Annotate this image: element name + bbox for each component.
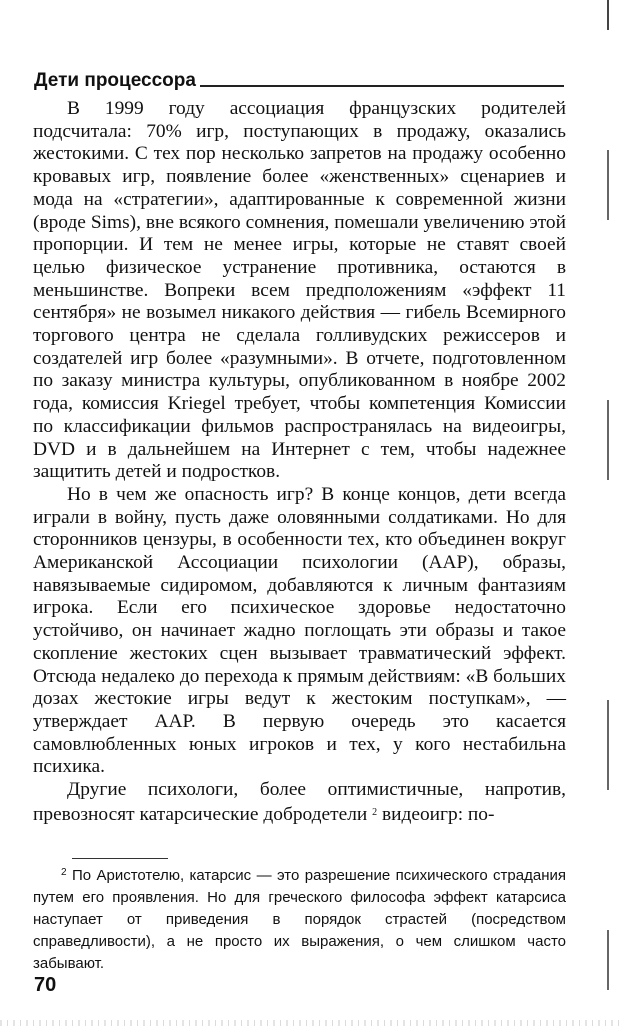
footnote-rule xyxy=(72,858,168,859)
paragraph-3 xyxy=(33,779,566,826)
paragraph-3-text: Другие психологи, более оптимистичные, напротив, превозносят катарсические добродетели xyxy=(33,779,566,825)
running-header xyxy=(34,70,564,94)
page-number: 70 xyxy=(34,974,57,996)
footnote xyxy=(33,862,566,975)
running-title: Дети процессора xyxy=(34,70,200,92)
paragraph-3-continuation: видеоигр: по- xyxy=(377,803,495,825)
footnote-reference: 2 xyxy=(372,806,378,818)
paragraph-2: Но в чем же опасность игр? В конце концов, дети всегда играли в войну, пусть даже оловянными солдатиками. Но для сторонников цензуры, в особенности тех, кто объединен вокруг Американской Ассоциации психологии (ААР), образы, навязываемые сидиромом, добавляются к личным фантазиям игрока. Если его психическое здоровье недостаточно устойчиво, он начинает жадно поглощать эти образы и такое скопление жестоких сцен вызывает травматический эффект. Отсюда недалеко до перехода к прямым действиям: «В больших дозах жестокие игры ведут к жестоким поступкам», — утверждает ААР. В первую очередь это касается самовлюбленных юных игроков и тех, у кого нестабильна психика. xyxy=(33,483,566,778)
footnote-mark: 2 xyxy=(61,867,67,878)
page-binding-edge xyxy=(607,0,609,1031)
main-text xyxy=(33,98,566,827)
footnote-paragraph xyxy=(33,862,566,975)
scan-edge-noise xyxy=(0,1020,620,1026)
footnote-text: По Аристотелю, катарсис — это разрешение психического страдания путем его проявления. Но для греческого философа эффект катарсиса наступает от приведения в порядок страстей (посредством справедливости), а не просто их выражения, о чем слишком часто забывают. xyxy=(33,867,566,972)
paragraph-1: В 1999 году ассоциация французских родителей подсчитала: 70% игр, поступающих в продажу, оказались жестокими. С тех пор несколько запретов на продажу особенно кровавых игр, появление более «женственных» сценариев и мода на «стратегии», адаптированные к современной жизни (вроде Sims), вне всякого сомнения, помешали увеличению этой пропорции. И тем не менее игры, которые не ставят своей целью физическое устранение противника, остаются в меньшинстве. Вопреки всем предположениям «эффект 11 сентября» не возымел никакого действия — гибель Всемирного торгового центра не сделала голливудских режиссеров и создателей игр более «разумными». В отчете, подготовленном по заказу министра культуры, опубликованном в ноябре 2002 года, комиссия Kriegel требует, чтобы компетенция Комиссии по классификации фильмов распространялась на видеоигры, DVD и в дальнейшем на Интернет с тем, чтобы надежнее защитить детей и подростков. xyxy=(33,98,566,483)
